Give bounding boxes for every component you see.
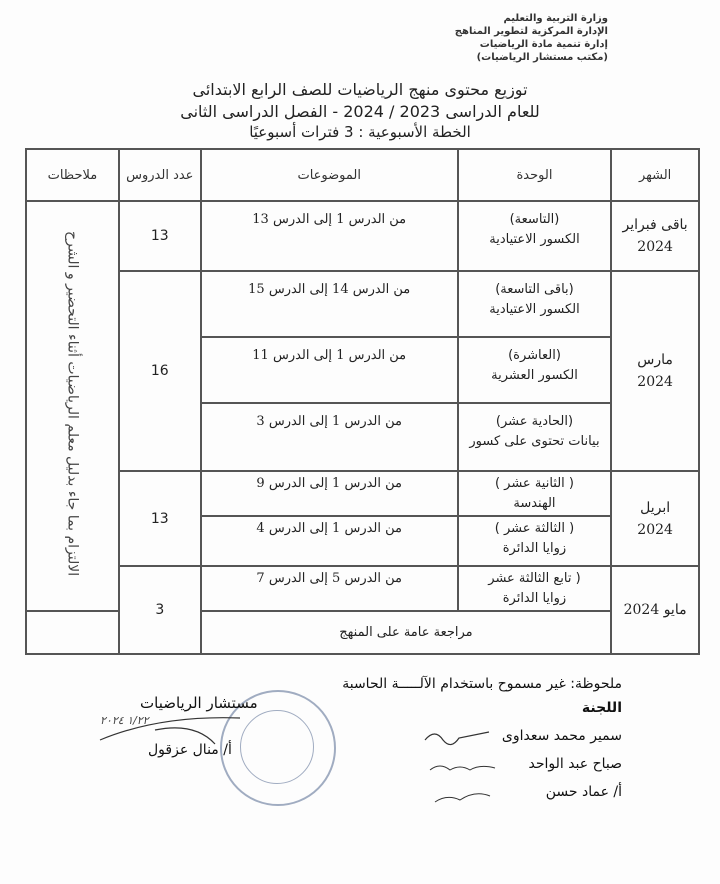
count-cell: 13 [119, 471, 201, 566]
header-notes: ملاحظات [26, 149, 119, 201]
count-cell: 13 [119, 201, 201, 271]
header-line: وزارة التربية والتعليم [503, 13, 608, 24]
committee-member: سمير محمد سعداوى [501, 728, 622, 744]
topic-cell: من الدرس 1 إلى الدرس 11 [201, 337, 458, 403]
table-row [26, 201, 699, 271]
header-count: عدد الدروس [119, 149, 201, 201]
count-cell: 16 [119, 271, 201, 471]
table-row [26, 271, 699, 337]
unit-cell: (الحادية عشر) بيانات تحتوى على كسور [458, 403, 612, 471]
header-line: إدارة تنمية مادة الرياضيات [479, 39, 608, 50]
committee-label: اللجنة [581, 700, 622, 716]
advisor-name: أ/ منال عزقول [148, 742, 232, 758]
topic-cell: من الدرس 5 إلى الدرس 7 [201, 566, 458, 611]
review-cell: مراجعة عامة على المنهج [201, 611, 612, 654]
notes-text: الالتزام بما جاء بدليل معلم الرياضيات أثناء التحضير و الشرح [64, 231, 81, 577]
weekly-plan: الخطة الأسبوعية : 3 فترات أسبوعيًا [249, 123, 471, 141]
month-cell: مايو 2024 [611, 566, 699, 654]
month-cell: ابريل 2024 [611, 471, 699, 566]
unit-cell: ( الثالثة عشر ) زوايا الدائرة [458, 516, 612, 566]
unit-cell: (العاشرة) الكسور العشرية [458, 337, 612, 403]
month-cell: مارس 2024 [611, 271, 699, 471]
notes-cell [26, 201, 119, 611]
header-month: الشهر [611, 149, 699, 201]
calculator-note: ملحوظة: غير مسموح باستخدام الآلـــــة الحاسبة [342, 676, 622, 692]
header-unit: الوحدة [458, 149, 612, 201]
topic-cell: من الدرس 1 إلى الدرس 9 [201, 471, 458, 516]
header-topics: الموضوعات [201, 149, 458, 201]
signatures-icon [420, 722, 510, 812]
ministry-header [455, 12, 608, 64]
advisor-date: ١/٢٢ ٢٠٢٤ [100, 714, 149, 727]
count-cell: 3 [119, 566, 201, 654]
topic-cell: من الدرس 1 إلى الدرس 4 [201, 516, 458, 566]
header-line: (مكتب مستشار الرياضيات) [476, 52, 608, 63]
unit-cell: (التاسعة) الكسور الاعتيادية [458, 201, 612, 271]
committee-member: أ/ عماد حسن [545, 784, 622, 800]
document-subtitle: للعام الدراسى 2023 / 2024 - الفصل الدراسى الثانى [180, 102, 540, 121]
header-row [26, 149, 699, 201]
unit-cell: ( الثانية عشر ) الهندسة [458, 471, 612, 516]
curriculum-table [25, 148, 700, 655]
advisor-title: مستشار الرياضيات [140, 694, 258, 712]
table-row [26, 566, 699, 611]
document-title: توزيع محتوى منهج الرياضيات للصف الرابع الابتدائى [192, 80, 528, 99]
unit-cell: ( تابع الثالثة عشر زوايا الدائرة [458, 566, 612, 611]
month-cell: باقى فبراير 2024 [611, 201, 699, 271]
header-line: الإدارة المركزية لتطوير المناهج [454, 26, 608, 37]
unit-cell: (باقى التاسعة) الكسور الاعتيادية [458, 271, 612, 337]
topic-cell: من الدرس 1 إلى الدرس 13 [201, 201, 458, 271]
topic-cell: من الدرس 14 إلى الدرس 15 [201, 271, 458, 337]
topic-cell: من الدرس 1 إلى الدرس 3 [201, 403, 458, 471]
empty-notes-cell [26, 611, 119, 654]
table-row [26, 471, 699, 516]
committee-member: صباح عبد الواحد [528, 756, 622, 772]
